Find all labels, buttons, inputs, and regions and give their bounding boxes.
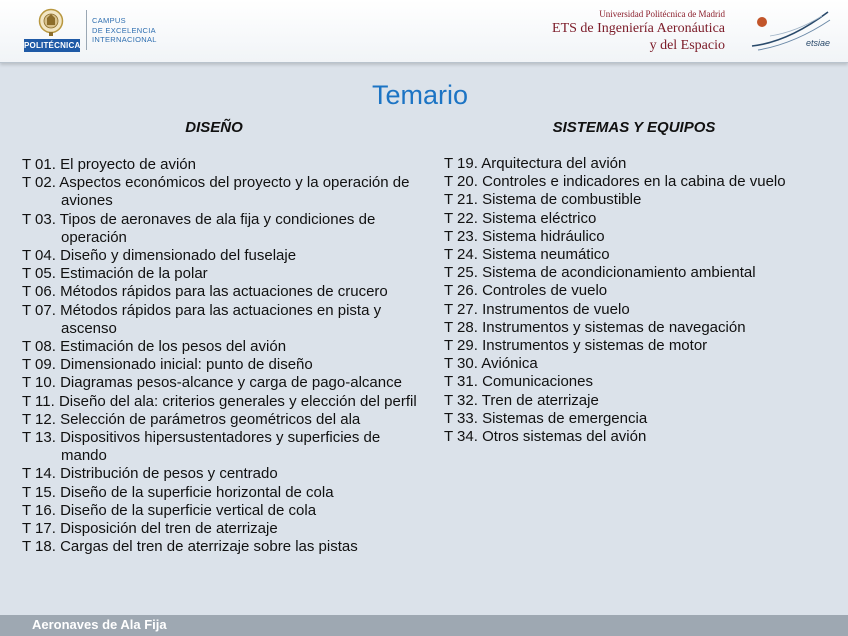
slide-title: Temario (371, 80, 469, 110)
topic-item: T 07. Métodos rápidos para las actuaciones en pista y ascenso (22, 301, 382, 337)
topic-item: T 13. Dispositivos hipersustentadores y superficies de mando (22, 429, 381, 465)
slide-header (0, 0, 848, 63)
topic-item: T 04. Diseño y dimensionado del fuselaje (22, 247, 297, 265)
topic-item: T 12. Selección de parámetros geométricos del ala (22, 410, 361, 428)
topic-item: T 14. Distribución de pesos y centrado (22, 465, 278, 483)
design-column-heading: DISEÑO (185, 119, 243, 136)
topic-item: T 24. Sistema neumático (444, 246, 610, 264)
topic-item: T 18. Cargas del tren de aterrizaje sobre las pistas (22, 538, 358, 556)
topic-item: T 34. Otros sistemas del avión (444, 428, 647, 446)
campus-line: DE EXCELENCIA (92, 25, 156, 35)
topic-item: T 32. Tren de aterrizaje (444, 391, 599, 409)
school-line-1: ETS de Ingeniería Aeronáutica (552, 21, 725, 36)
topic-item: T 10. Diagramas pesos-alcance y carga de pago-alcance (22, 374, 402, 392)
topic-item: T 33. Sistemas de emergencia (444, 409, 648, 427)
topic-item: T 02. Aspectos económicos del proyecto y la operación de aviones (22, 174, 410, 210)
school-line-2: y del Espacio (649, 38, 725, 53)
upm-logo (24, 8, 80, 54)
systems-column-heading: SISTEMAS Y EQUIPOS (552, 119, 716, 136)
upm-badge: POLITÉCNICA (24, 41, 81, 50)
topic-item: T 09. Dimensionado inicial: punto de diseño (22, 356, 313, 374)
slide-footer (0, 615, 848, 636)
topic-item: T 03. Tipos de aeronaves de ala fija y condiciones de operación (22, 210, 376, 246)
topic-item: T 28. Instrumentos y sistemas de navegación (444, 318, 746, 336)
topic-item: T 27. Instrumentos de vuelo (444, 300, 630, 318)
campus-line: INTERNACIONAL (92, 35, 157, 44)
topic-item: T 05. Estimación de la polar (22, 265, 208, 283)
design-topic-list (22, 156, 422, 556)
topic-item: T 30. Aviónica (444, 355, 538, 373)
topic-item: T 11. Diseño del ala: criterios generales y elección del perfil (22, 392, 417, 410)
campus-line: CAMPUS (92, 16, 126, 25)
topic-item: T 17. Disposición del tren de aterrizaje (22, 520, 278, 538)
systems-topic-list (444, 155, 844, 446)
topic-item: T 25. Sistema de acondicionamiento ambiental (444, 264, 756, 282)
topic-item: T 31. Comunicaciones (444, 373, 593, 391)
upm-crest-icon (38, 8, 64, 36)
topic-item: T 20. Controles e indicadores en la cabina de vuelo (444, 173, 786, 191)
university-name: Universidad Politécnica de Madrid (599, 9, 725, 19)
topic-item: T 29. Instrumentos y sistemas de motor (444, 337, 708, 355)
header-divider (86, 10, 87, 50)
etsiae-logo-text: etsiae (805, 38, 830, 48)
topic-item: T 15. Diseño de la superficie horizontal de cola (22, 483, 334, 501)
topic-item: T 26. Controles de vuelo (444, 282, 608, 300)
topic-item: T 19. Arquitectura del avión (444, 155, 627, 172)
topic-item: T 22. Sistema eléctrico (444, 209, 597, 227)
topic-item: T 06. Métodos rápidos para las actuaciones de crucero (22, 283, 388, 301)
topic-item: T 21. Sistema de combustible (444, 191, 642, 209)
campus-excelencia-text (92, 16, 157, 45)
etsiae-logo-icon (748, 6, 832, 56)
topic-item: T 16. Diseño de la superficie vertical de cola (22, 501, 317, 519)
course-name: Aeronaves de Ala Fija (32, 617, 167, 632)
topic-item: T 23. Sistema hidráulico (444, 227, 605, 245)
topic-item: T 08. Estimación de los pesos del avión (22, 338, 287, 356)
school-name (552, 9, 725, 54)
topic-item: T 01. El proyecto de avión (22, 156, 196, 173)
